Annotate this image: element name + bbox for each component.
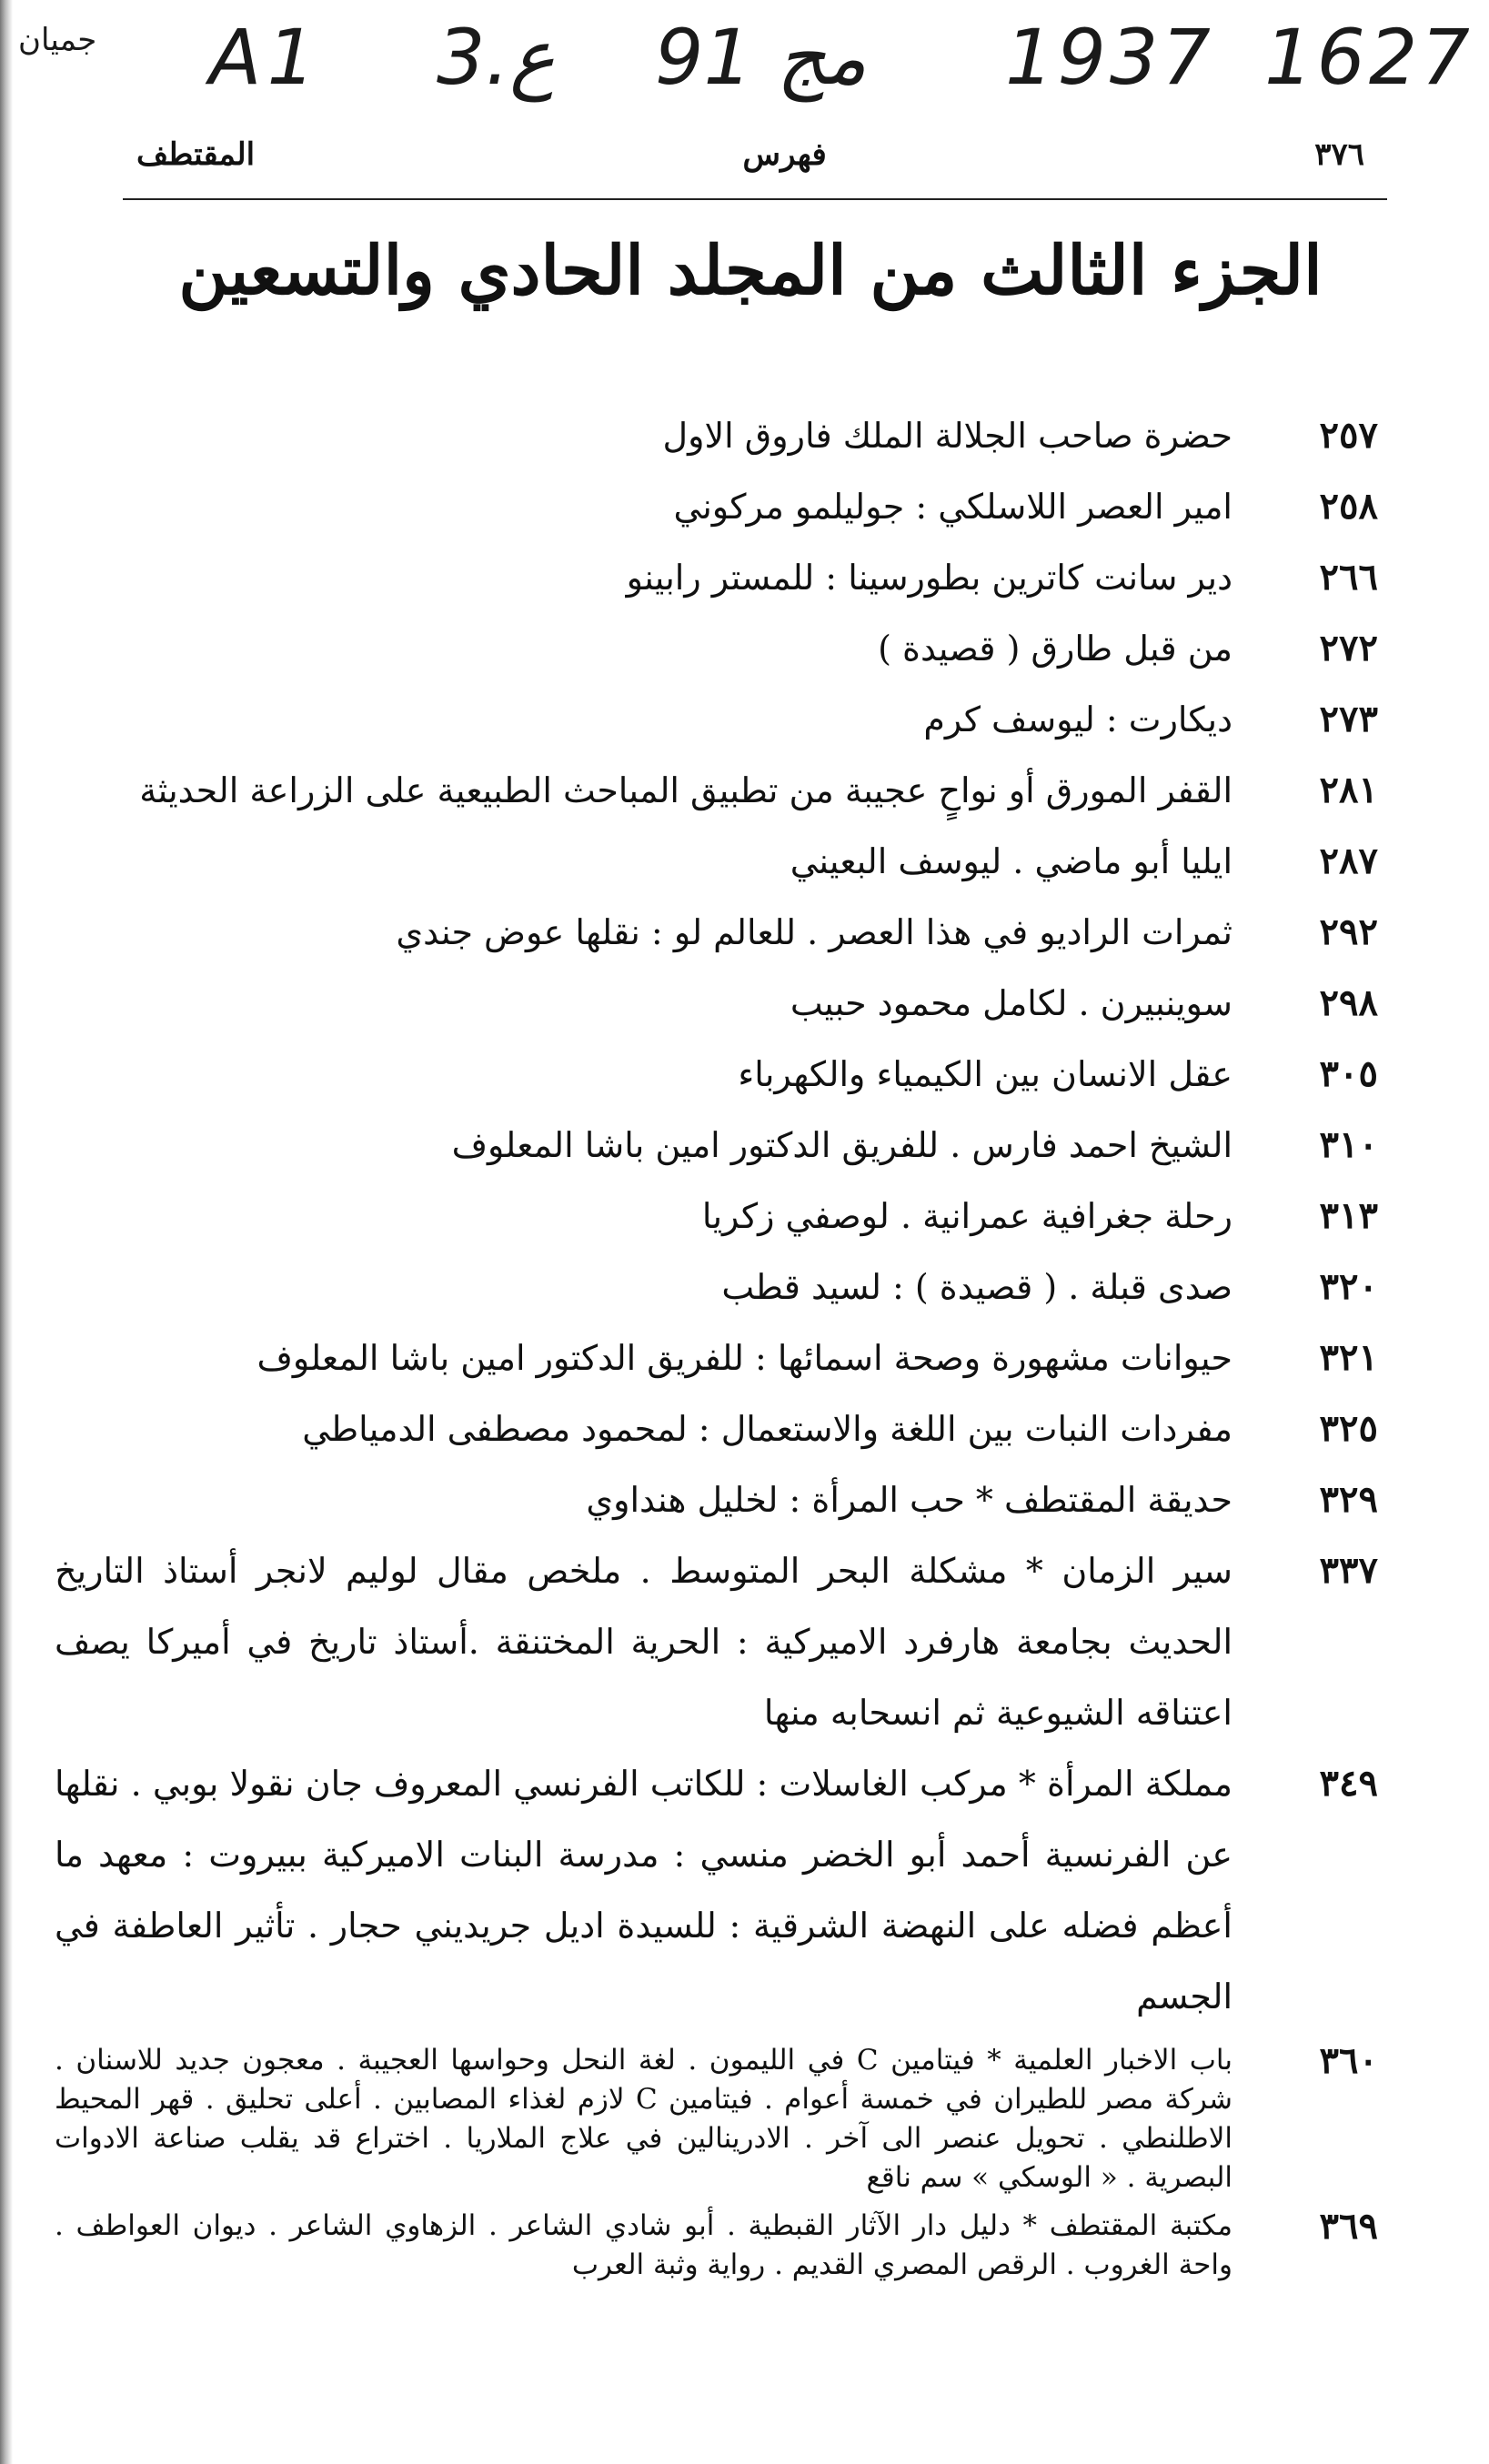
toc-entry (55, 2041, 1378, 2197)
toc-entry-title: ايليا أبو ماضي . ليوسف البعيني (790, 841, 1232, 881)
toc-entry-title: سوينبيرن . لكامل محمود حبيب (790, 983, 1232, 1023)
toc-entry-title: صدى قبلة . ( قصيدة ) : لسيد قطب (721, 1267, 1232, 1307)
handwritten-part: 3.ع (437, 13, 556, 102)
toc-page-number: ٢٥٧ (1319, 414, 1378, 457)
handwritten-catalog-note (18, 13, 1474, 104)
toc-page-number: ٣٢١ (1319, 1336, 1378, 1379)
handwritten-number: 1627 (1264, 13, 1474, 102)
table-of-contents (55, 400, 1378, 2285)
toc-page-number: ٣٣٧ (1319, 1549, 1378, 1592)
toc-entry (55, 1535, 1378, 1748)
toc-entry-title: ديكارت : ليوسف كرم (923, 699, 1232, 739)
toc-entry-title: القفر المورق أو نواحٍ عجيبة من تطبيق المباحث الطبيعية على الزراعة الحديثة (139, 770, 1232, 810)
toc-entry-title: حضرة صاحب الجلالة الملك فاروق الاول (662, 416, 1232, 456)
toc-entry (55, 542, 1378, 613)
toc-page-number: ٢٨٧ (1319, 840, 1378, 882)
toc-entry (55, 2207, 1378, 2285)
handwritten-year: 1937 (1005, 13, 1214, 102)
running-head (136, 127, 1364, 182)
toc-entry-title: باب الاخبار العلمية * فيتامين C في الليمون . لغة النحل وحواسها العجيبة . معجون جديد للاسنان . شركة مصر للطيران في خمسة أعوام . فيتامين C لازم لغذاء المصابين . أعلى تحليق . قهر المحيط الاطلنطي . تحويل عنصر الى آخر . الادرينالين في علاج الملاريا . اختراع قد يقلب صناعة الادوات البصرية . « الوسكي » سم ناقع (55, 2044, 1232, 2194)
toc-entry (55, 471, 1378, 542)
toc-entry (55, 755, 1378, 826)
toc-page-number: ٢٥٨ (1319, 485, 1378, 528)
toc-entry (55, 1039, 1378, 1110)
toc-entry-title: من قبل طارق ( قصيدة ) (878, 629, 1232, 669)
toc-page-number: ٢٧٢ (1319, 627, 1378, 669)
handwritten-name: جميان (18, 22, 97, 58)
toc-entry-title: مملكة المرأة * مركب الغاسلات : للكاتب الفرنسي المعروف جان نقولا بوبي . نقلها عن الفرنسية أحمد أبو الخضر منسي : مدرسة البنات الاميركية ببيروت : معهد ما أعظم فضله على النهضة الشرقية : للسيدة اديل جريديني حجار . تأثير العاطفة في الجسم (55, 1764, 1232, 2016)
toc-page-number: ٢٩٨ (1319, 981, 1378, 1024)
toc-entry (55, 1252, 1378, 1323)
toc-page-number: ٢٧٣ (1319, 698, 1378, 740)
toc-entry (55, 400, 1378, 471)
toc-entry (55, 968, 1378, 1039)
toc-entry (55, 684, 1378, 755)
toc-page-number: ٣٢٠ (1319, 1265, 1378, 1308)
page-title: الجزء الثالث من المجلد الحادي والتسعين (178, 232, 1323, 310)
toc-page-number: ٢٨١ (1319, 769, 1378, 811)
toc-page-number: ٣٠٥ (1319, 1052, 1378, 1095)
toc-entry-title: رحلة جغرافية عمرانية . لوصفي زكريا (701, 1196, 1232, 1236)
toc-entry (55, 1110, 1378, 1181)
toc-entry (55, 1464, 1378, 1535)
toc-entry-title: مكتبة المقتطف * دليل دار الآثار القبطية . أبو شادي الشاعر . الزهاوي الشاعر . ديوان العواطف . واحة الغروب . الرقص المصري القديم . رواية وثبة العرب (55, 2209, 1232, 2281)
toc-page-number: ٢٩٢ (1319, 910, 1378, 953)
toc-entry (55, 1393, 1378, 1464)
header-rule (123, 198, 1387, 200)
section-label: فهرس (742, 136, 827, 173)
toc-page-number: ٣٦٠ (1319, 2039, 1378, 2082)
toc-entry-title: سير الزمان * مشكلة البحر المتوسط . ملخص مقال لوليم لانجر أستاذ التاريخ الحديث بجامعة هارفرد الاميركية : الحرية المختنقة .أستاذ تاريخ في أميركا يصف اعتناقه الشيوعية ثم انسحابه منها (55, 1551, 1232, 1733)
page-number: ٣٧٦ (1314, 136, 1364, 173)
toc-entry-title: دير سانت كاترين بطورسينا : للمستر رابينو (626, 558, 1232, 598)
toc-entry (55, 1181, 1378, 1252)
toc-page-number: ٣٤٩ (1319, 1762, 1378, 1805)
toc-entry (55, 1323, 1378, 1393)
toc-entry-title: عقل الانسان بين الكيمياء والكهرباء (738, 1054, 1232, 1094)
toc-entry (55, 1748, 1378, 2032)
toc-page-number: ٣٦٩ (1319, 2205, 1378, 2248)
toc-entry-title: حديقة المقتطف * حب المرأة : لخليل هنداوي (586, 1480, 1232, 1520)
toc-entry-title: مفردات النبات بين اللغة والاستعمال : لمحمود مصطفى الدمياطي (302, 1409, 1232, 1449)
toc-entry (55, 613, 1378, 684)
toc-entry-title: امير العصر اللاسلكي : جوليلمو مركوني (673, 487, 1232, 527)
toc-entry-title: حيوانات مشهورة وصحة اسمائها : للفريق الدكتور امين باشا المعلوف (257, 1338, 1232, 1378)
toc-page-number: ٣٢٩ (1319, 1478, 1378, 1521)
toc-page-number: ٣٢٥ (1319, 1407, 1378, 1450)
journal-name: المقتطف (136, 136, 256, 173)
toc-entry-title: ثمرات الراديو في هذا العصر . للعالم لو : نقلها عوض جندي (396, 912, 1232, 952)
binding-edge (0, 0, 13, 2464)
toc-page-number: ٣١٠ (1319, 1123, 1378, 1166)
toc-page-number: ٣١٣ (1319, 1194, 1378, 1237)
handwritten-volume: 91 مج (655, 13, 867, 102)
toc-entry (55, 826, 1378, 897)
toc-page-number: ٢٦٦ (1319, 556, 1378, 598)
handwritten-code: A1 (209, 13, 321, 102)
toc-entry (55, 897, 1378, 968)
toc-entry-title: الشيخ احمد فارس . للفريق الدكتور امين باشا المعلوف (451, 1125, 1232, 1165)
